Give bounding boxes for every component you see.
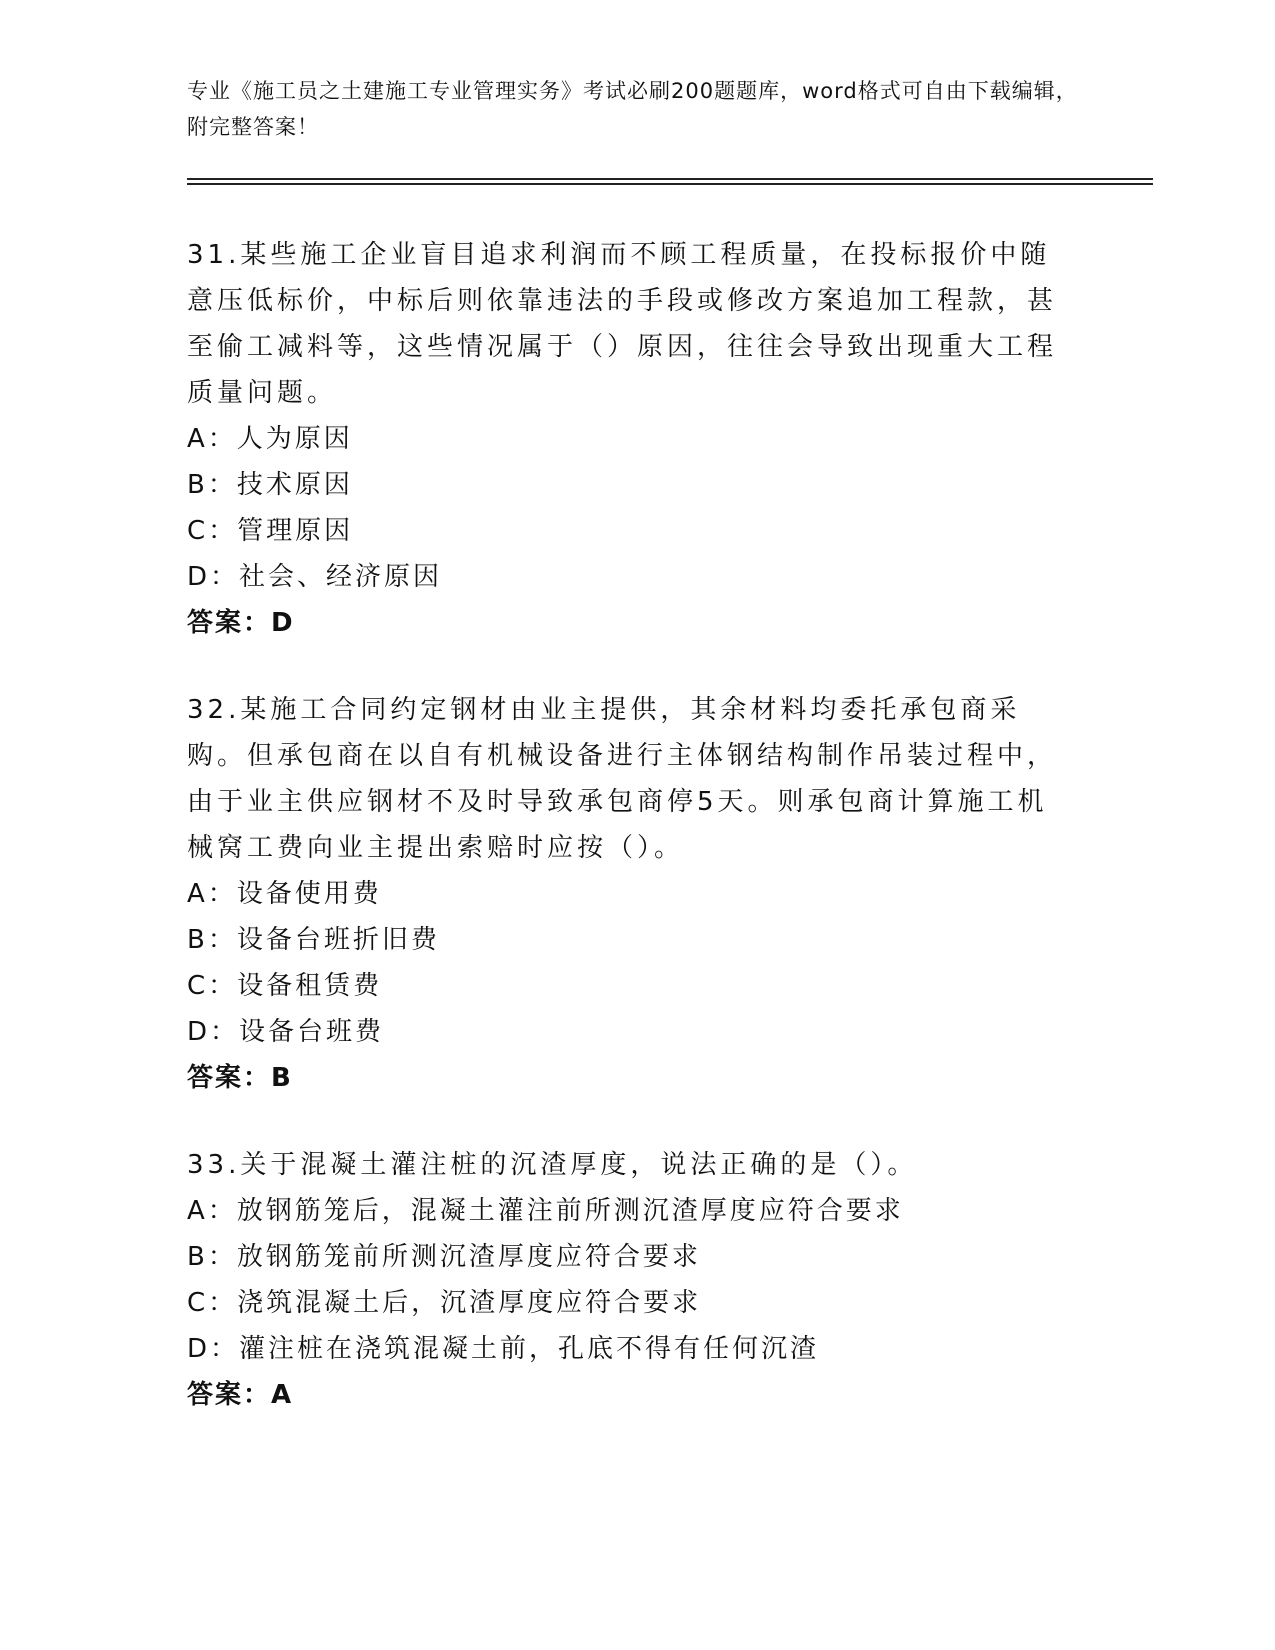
option-d: D：社会、经济原因 <box>187 562 443 592</box>
question-32 <box>187 687 1067 1101</box>
answer: 答案：B <box>187 1063 293 1093</box>
option-d: D：设备台班费 <box>187 1017 385 1047</box>
question-stem: 33.关于混凝土灌注桩的沉渣厚度，说法正确的是（）。 <box>187 1150 918 1180</box>
answer: 答案：A <box>187 1380 294 1410</box>
header-divider-bottom <box>187 183 1153 185</box>
option-b: B：放钢筋笼前所测沉渣厚度应符合要求 <box>187 1242 701 1272</box>
option-c: C：浇筑混凝土后，沉渣厚度应符合要求 <box>187 1288 702 1318</box>
option-c: C：管理原因 <box>187 516 354 546</box>
question-stem: 31.某些施工企业盲目追求利润而不顾工程质量，在投标报价中随意压低标价，中标后则依靠违法的手段或修改方案追加工程款，甚至偷工减料等，这些情况属于（）原因，往往会导致出现重大工程质量问题。 <box>187 240 1058 408</box>
option-c: C：设备租赁费 <box>187 971 383 1001</box>
option-b: B：设备台班折旧费 <box>187 925 440 955</box>
question-31 <box>187 232 1067 646</box>
header-divider-top <box>187 178 1153 180</box>
question-33 <box>187 1142 1067 1418</box>
option-b: B：技术原因 <box>187 470 353 500</box>
option-a: A：放钢筋笼后，混凝土灌注前所测沉渣厚度应符合要求 <box>187 1196 904 1226</box>
answer: 答案：D <box>187 608 295 638</box>
document-header: 专业《施工员之土建施工专业管理实务》考试必刷200题题库，word格式可自由下载编辑，附完整答案！ <box>187 79 1078 139</box>
option-d: D：灌注桩在浇筑混凝土前，孔底不得有任何沉渣 <box>187 1334 820 1364</box>
question-stem: 32.某施工合同约定钢材由业主提供，其余材料均委托承包商采购。但承包商在以自有机械设备进行主体钢结构制作吊装过程中，由于业主供应钢材不及时导致承包商停5天。则承包商计算施工机械窝工费向业主提出索赔时应按（）。 <box>187 695 1058 863</box>
option-a: A：设备使用费 <box>187 879 382 909</box>
option-a: A：人为原因 <box>187 424 353 454</box>
